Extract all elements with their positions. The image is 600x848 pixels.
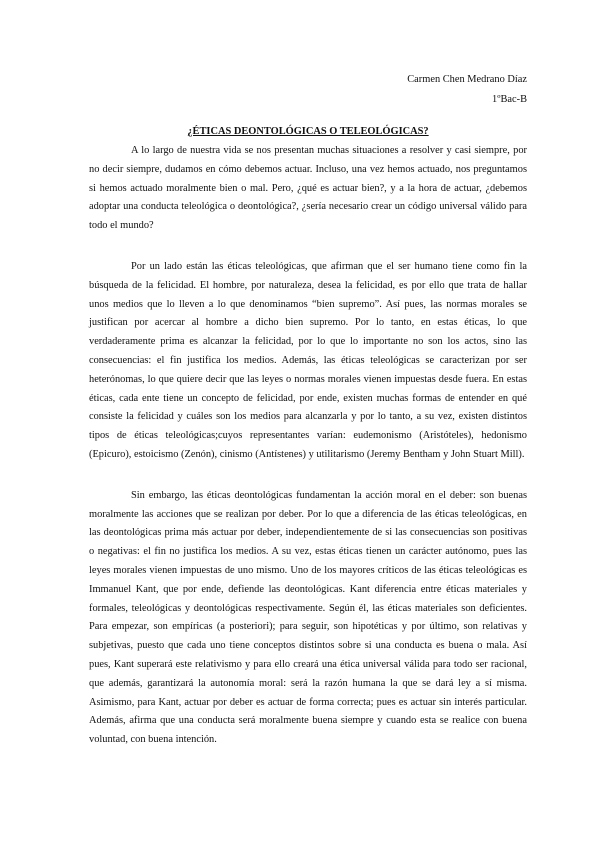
paragraph-deontological: Sin embargo, las éticas deontológicas fundamentan la acción moral en el deber: son buenas moralmente las acciones que se realizan por deber. Por lo que a diferencia de las éticas teleológicas, en las deontológicas prima más actuar por deber, independientemente de si las consecuencias son positivas o negativas: el fin no justifica los medios. A su vez, estas éticas tienen un carácter autónomo, pues las leyes morales vienen impuestas de uno mismo. Uno de los mayores críticos de las éticas teleológicas es Immanuel Kant, que por ende, defiende las deontológicas. Kant diferencia entre éticas materiales y formales, teleológicas y deontológicas respectivamente. Según él, las éticas materiales son deficientes. Para empezar, son empíricas (a posteriori); para seguir, son hipotéticas y por último, son relativas y subjetivas, puesto que cada uno tiene conceptos distintos sobre si una conducta es buena o mala. Así pues, Kant superará este relativismo y para ello creará una ética universal válida para todo ser racional, que además, garantizará la autonomía moral: será la razón humana la que se dará ley a sí misma. Asimismo, para Kant, actuar por deber es actuar de forma correcta; pues es actuar sin interés particular. Además, afirma que una conducta será moralmente buena siempre y cuando esta se realice con buena voluntad, con buena intención. xyxy=(89,489,527,746)
paragraph-teleological: Por un lado están las éticas teleológicas, que afirman que el ser humano tiene como fin la búsqueda de la felicidad. El hombre, por naturaleza, desea la felicidad, es por ello que trata de hallar unos medios que lo lleven a lo que denominamos “bien supremo”. Así pues, las normas morales se justifican por acercar al hombre a dicho bien supremo. Por lo tanto, en estas éticas, lo que verdaderamente prima es alcanzar la felicidad, por lo que lo importante no son los actos, sino las consecuencias: el fin justifica los medios. Además, las éticas teleológicas se caracterizan por ser heterónomas, lo que quiere decir que las leyes o normas morales vienen impuestas desde fuera. En estas éticas, cada ente tiene un concepto de felicidad, por ende, existen muchas formas de entender en qué consiste la felicidad y cuáles son los medios para alcanzarla y por lo tanto, a su vez, existen distintos tipos de éticas teleológicas;cuyos representantes varían: eudemonismo (Aristóteles), hedonismo (Epicuro), estoicismo (Zenón), cinismo (Antístenes) y utilitarismo (Jeremy Bentham y John Stuart Mill). xyxy=(89,260,527,460)
document-title: ¿ÉTICAS DEONTOLÓGICAS O TELEOLÓGICAS? xyxy=(187,126,429,137)
paragraph-intro: A lo largo de nuestra vida se nos presentan muchas situaciones a resolver y casi siempre, por no decir siempre, dudamos en cómo debemos actuar. Incluso, una vez hemos actuado, nos preguntamos si hemos actuado moralmente bien o mal. Pero, ¿qué es actuar bien?, y a la hora de actuar, ¿debemos adoptar una conducta teleológica o deontológica?, ¿sería necesario crear un código universal válido para todo el mundo? xyxy=(89,145,527,232)
document-header xyxy=(89,70,527,110)
author-name: Carmen Chen Medrano Díaz xyxy=(407,74,527,85)
course-label: 1ºBac-B xyxy=(492,94,527,105)
